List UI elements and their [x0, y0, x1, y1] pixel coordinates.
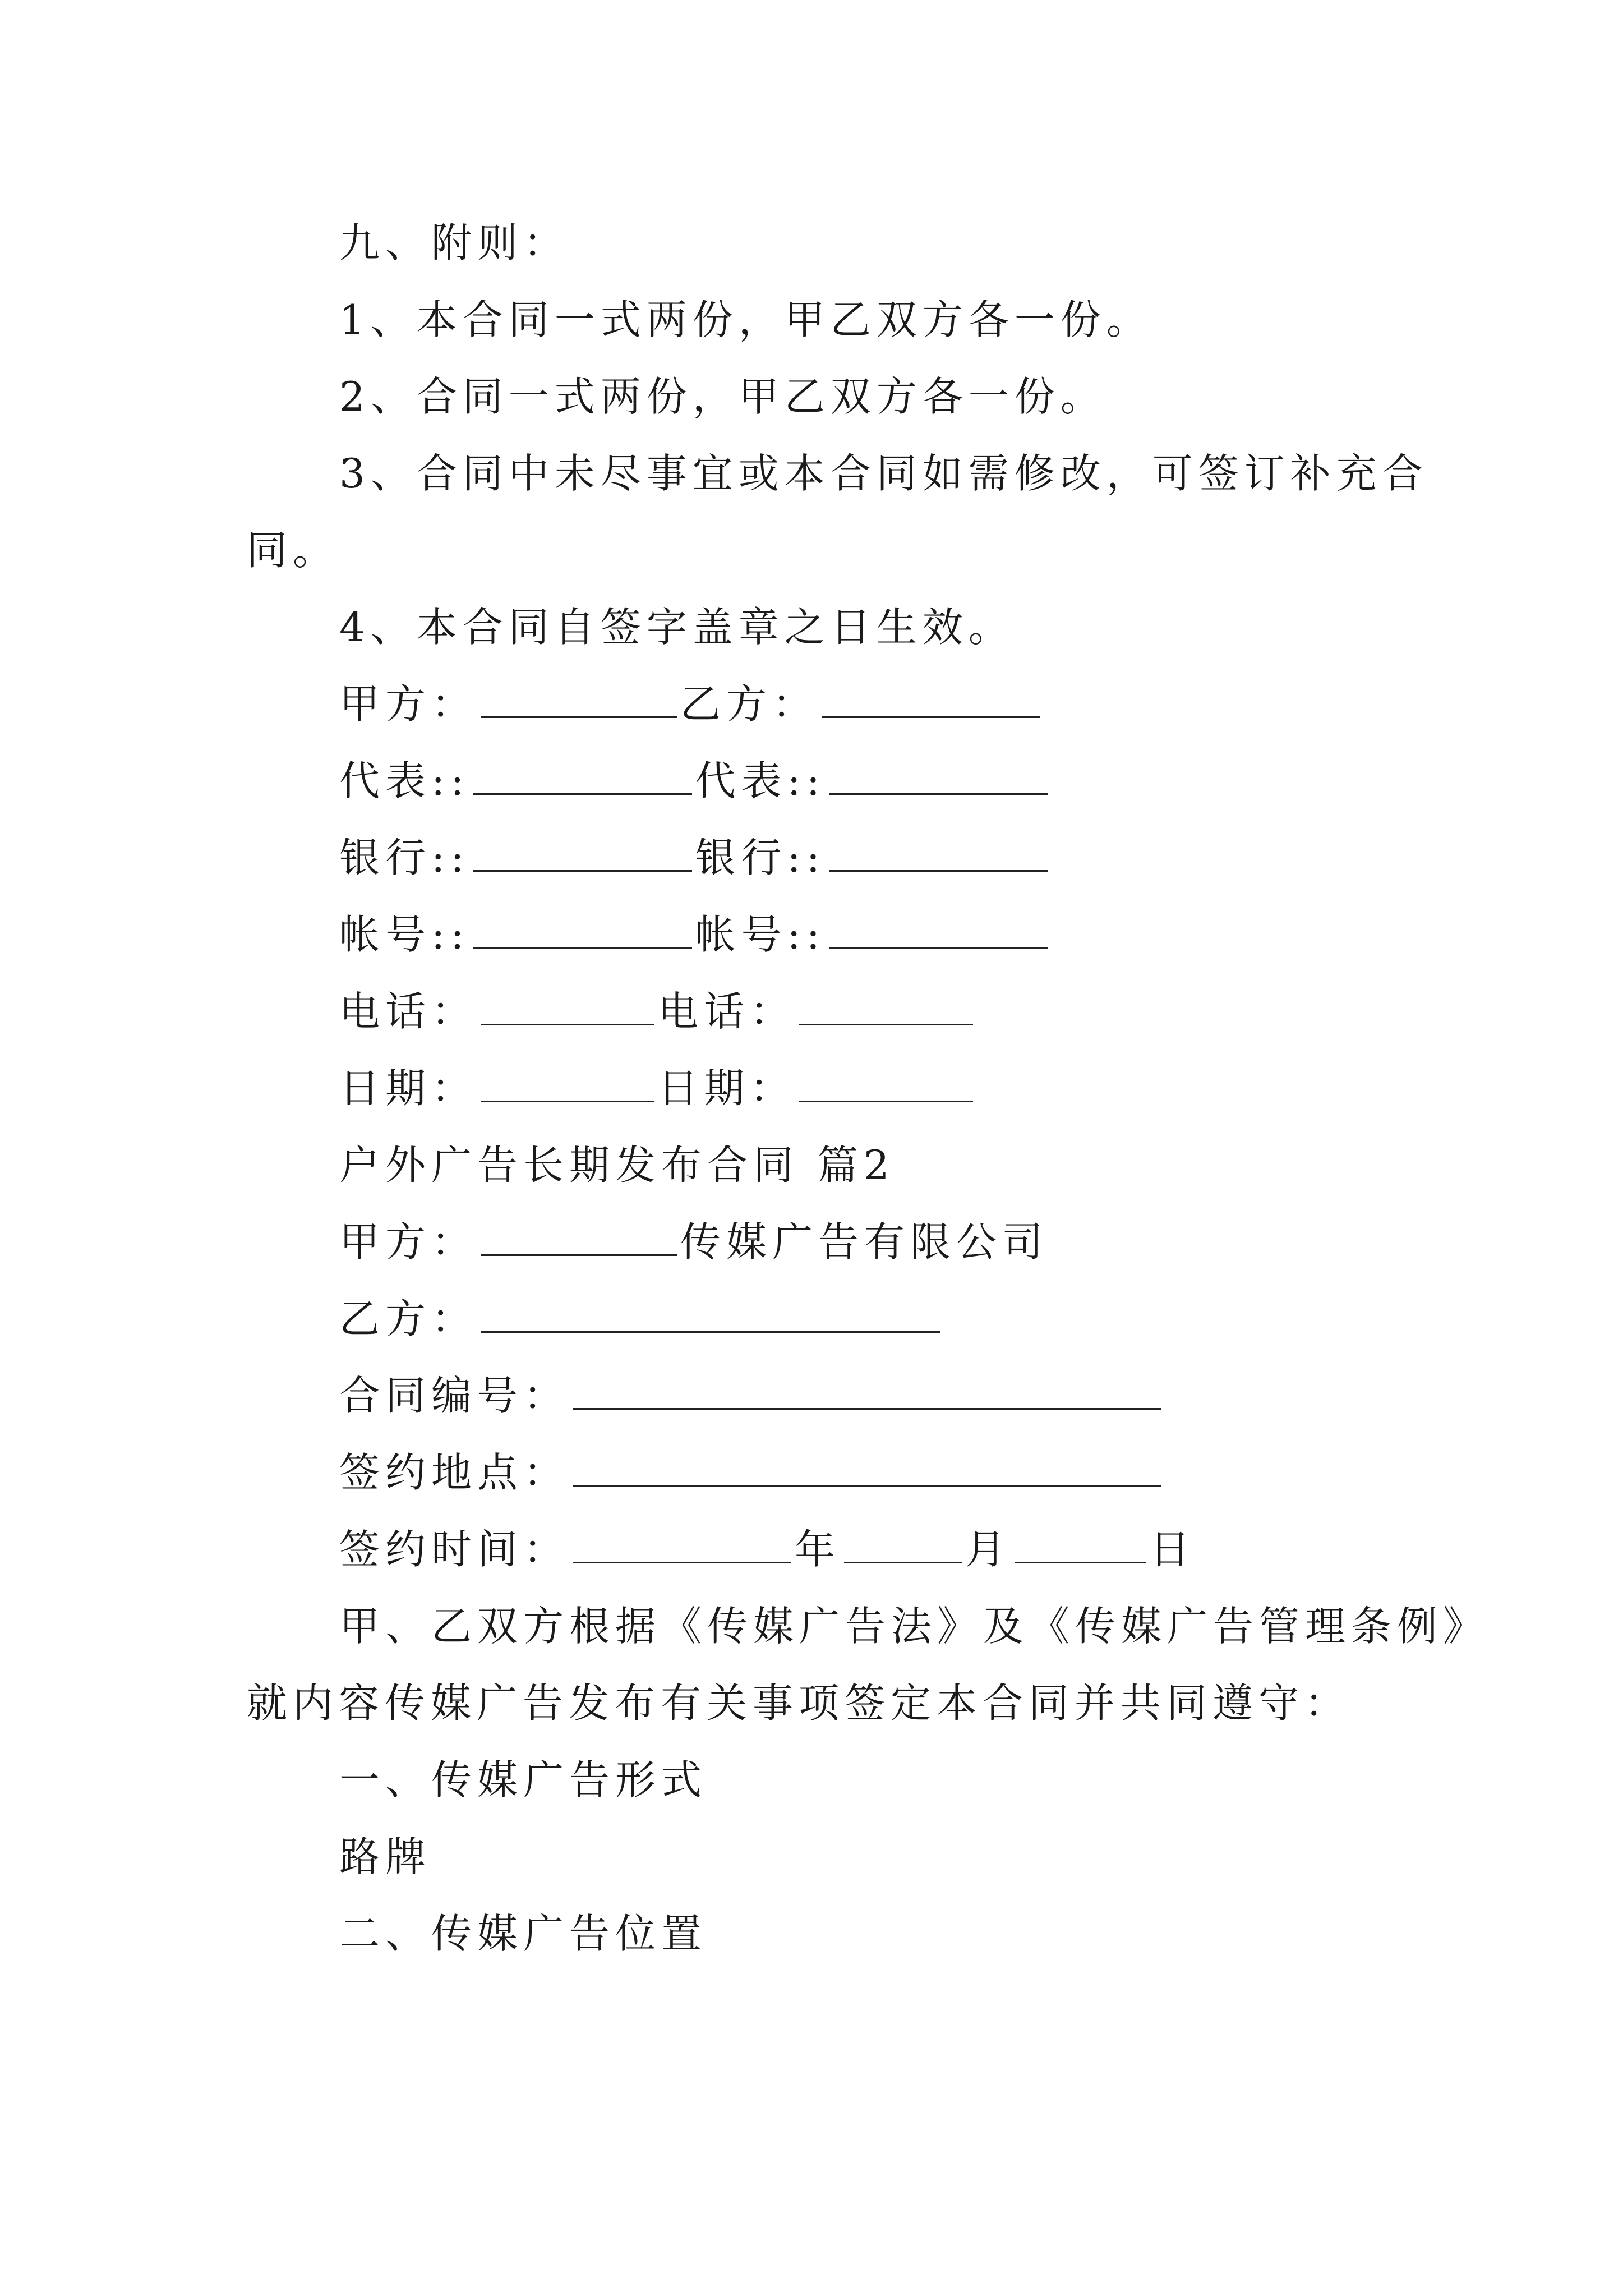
sign-day-blank[interactable] [1015, 1525, 1146, 1563]
clause-3-line-1: 3、合同中未尽事宜或本合同如需修改，可签订补充合 [339, 450, 1428, 497]
month-label: 月 [965, 1526, 1012, 1573]
phone-a-label: 电话： [339, 988, 478, 1035]
contract-2-party-b-label: 乙方： [339, 1295, 478, 1342]
rep-b-label: 代表:: [695, 757, 826, 804]
account-b-label: 帐号:: [695, 911, 826, 958]
sign-place-blank[interactable] [573, 1448, 1161, 1487]
section-2-heading: 二、传媒广告位置 [339, 1910, 708, 1957]
sign-month-blank[interactable] [844, 1525, 962, 1563]
sign-place-label: 签约地点： [339, 1449, 570, 1496]
contract-number-blank[interactable] [573, 1371, 1161, 1410]
account-a-label: 帐号:: [339, 911, 470, 958]
contract-number-row [339, 1369, 1165, 1423]
phone-a-blank[interactable] [481, 987, 654, 1025]
contract-2-party-b-row [339, 1292, 944, 1346]
phone-b-label: 电话： [658, 988, 796, 1035]
rep-a-label: 代表:: [339, 757, 470, 804]
phone-row [339, 984, 976, 1038]
section-1-content: 路牌 [339, 1833, 432, 1880]
account-row [339, 908, 1051, 961]
preamble-line-2: 就内容传媒广告发布有关事项签定本合同并共同遵守： [247, 1680, 1351, 1727]
contract-2-title: 户外广告长期发布合同 篇2 [339, 1142, 895, 1189]
contract-2-party-b-blank[interactable] [481, 1294, 940, 1333]
sign-time-label: 签约时间： [339, 1526, 570, 1573]
party-b-label: 乙方： [680, 680, 819, 728]
contract-2-party-a-company: 传媒广告有限公司 [680, 1218, 1049, 1266]
account-b-blank[interactable] [829, 910, 1048, 949]
phone-b-blank[interactable] [799, 987, 973, 1025]
party-a-blank[interactable] [481, 679, 677, 718]
contract-2-party-a-label: 甲方： [339, 1218, 478, 1266]
date-a-blank[interactable] [481, 1064, 654, 1102]
contract-2-party-a-row [339, 1215, 1048, 1269]
year-label: 年 [795, 1526, 841, 1573]
date-row [339, 1061, 976, 1115]
bank-row [339, 831, 1051, 885]
sign-year-blank[interactable] [573, 1525, 791, 1563]
rep-a-blank[interactable] [473, 756, 692, 795]
bank-b-label: 银行:: [695, 834, 826, 881]
party-b-blank[interactable] [822, 679, 1040, 718]
rep-b-blank[interactable] [829, 756, 1048, 795]
date-a-label: 日期： [339, 1065, 478, 1112]
party-row [339, 677, 1044, 731]
bank-a-label: 银行:: [339, 834, 470, 881]
account-a-blank[interactable] [473, 910, 692, 949]
contract-2-party-a-blank[interactable] [481, 1217, 677, 1256]
date-b-label: 日期： [658, 1065, 796, 1112]
clause-1: 1、本合同一式两份，甲乙双方各一份。 [339, 296, 1152, 343]
clause-4: 4、本合同自签字盖章之日生效。 [339, 604, 1015, 651]
section-1-heading: 一、传媒广告形式 [339, 1756, 708, 1803]
bank-a-blank[interactable] [473, 833, 692, 872]
bank-b-blank[interactable] [829, 833, 1048, 872]
clause-2: 2、合同一式两份，甲乙双方各一份。 [339, 373, 1106, 420]
preamble-line-1: 甲、乙双方根据《传媒广告法》及《传媒广告管理条例》 [339, 1603, 1490, 1650]
sign-time-row [339, 1522, 1196, 1576]
contract-number-label: 合同编号： [339, 1372, 570, 1419]
date-b-blank[interactable] [799, 1064, 973, 1102]
day-label: 日 [1150, 1526, 1196, 1573]
clause-3-line-2: 同。 [247, 527, 339, 574]
party-a-label: 甲方： [339, 680, 478, 728]
section-9-heading: 九、附则： [339, 219, 570, 266]
sign-place-row [339, 1446, 1165, 1499]
representative-row [339, 754, 1051, 808]
